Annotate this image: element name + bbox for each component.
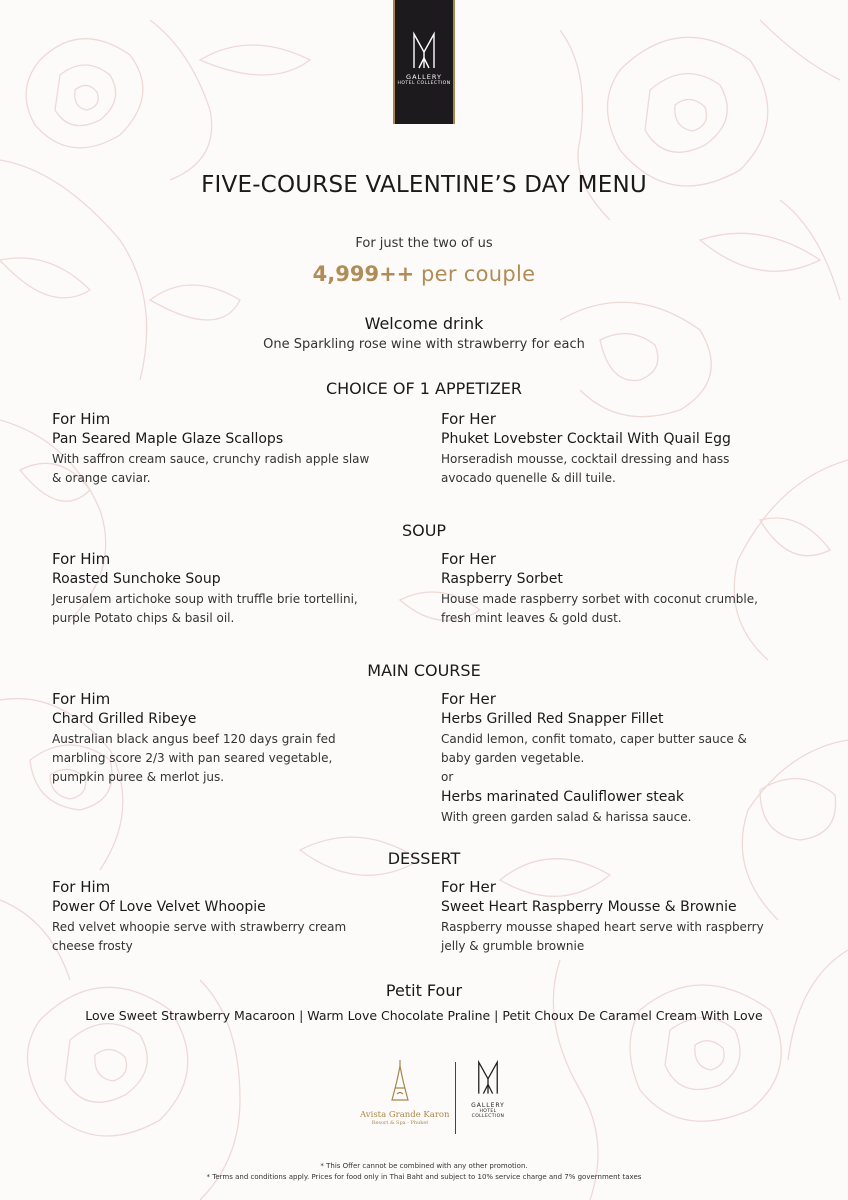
appetizer-her <box>441 409 811 488</box>
logo-divider <box>455 1062 456 1134</box>
avista-sub: Resort & Spa - Phuket <box>371 1120 429 1126</box>
soup-heading: SOUP <box>401 521 447 540</box>
dish-desc-line: avocado quenelle & dill tuile. <box>441 471 616 485</box>
for-her-label: For Her <box>441 410 496 428</box>
subtitle: For just the two of us <box>355 236 493 251</box>
dish-desc-line: fresh mint leaves & gold dust. <box>441 611 622 625</box>
dish-desc-line: Raspberry mousse shaped heart serve with raspberry <box>441 920 764 934</box>
welcome-description: One Sparkling rose wine with strawberry for each <box>263 337 585 352</box>
avista-logo <box>360 1058 450 1126</box>
gallery-m-logo-icon <box>476 1058 500 1096</box>
dish-desc-line: House made raspberry sorbet with coconut crumble, <box>441 592 758 606</box>
dish-name: Pan Seared Maple Glaze Scallops <box>52 431 284 447</box>
dish-desc-line: pumpkin puree & merlot jus. <box>52 770 225 784</box>
main-course-heading: MAIN COURSE <box>367 661 481 680</box>
dessert-heading: DESSERT <box>387 849 461 868</box>
for-her-label: For Her <box>441 550 496 568</box>
for-him-label: For Him <box>52 878 111 896</box>
dish-name: Roasted Sunchoke Soup <box>52 571 221 587</box>
price-line <box>0 262 848 286</box>
page-title: FIVE-COURSE VALENTINE’S DAY MENU <box>201 172 647 198</box>
appetizer-heading: CHOICE OF 1 APPETIZER <box>325 379 523 398</box>
gallery-footer-name: GALLERY <box>471 1102 505 1109</box>
appetizer-him <box>52 409 412 488</box>
dish-desc-line: baby garden vegetable. <box>441 751 585 765</box>
gallery-footer-sub: COLLECTION <box>471 1114 505 1119</box>
price-amount: 4,999++ <box>312 262 415 286</box>
gallery-footer-logo <box>464 1058 512 1119</box>
dessert-her <box>441 877 811 956</box>
price-unit: per couple <box>420 262 536 286</box>
for-him-label: For Him <box>52 410 111 428</box>
gallery-footer-sub: HOTEL <box>479 1109 497 1114</box>
petit-four-items: Love Sweet Strawberry Macaroon | Warm Love Chocolate Praline | Petit Choux De Caramel Cream With Love <box>85 1008 763 1023</box>
alt-dish-name: Herbs marinated Cauliflower steak <box>441 789 685 805</box>
dish-desc-line: Red velvet whoopie serve with strawberry cream <box>52 920 347 934</box>
terms-line: * This Offer cannot be combined with any other promotion. <box>320 1162 528 1170</box>
for-him-label: For Him <box>52 550 111 568</box>
main-her <box>441 689 811 827</box>
soup-her <box>441 549 811 628</box>
dish-desc-line: purple Potato chips & basil oil. <box>52 611 235 625</box>
dish-desc-line: Candid lemon, confit tomato, caper butter sauce & <box>441 732 747 746</box>
dish-desc-line: jelly & grumble brownie <box>441 939 585 953</box>
dish-name: Chard Grilled Ribeye <box>52 711 197 727</box>
for-him-label: For Him <box>52 690 111 708</box>
main-him <box>52 689 412 787</box>
alt-dish-desc: With green garden salad & harissa sauce. <box>441 810 692 824</box>
dish-desc-line: Jerusalem artichoke soup with truffle brie tortellini, <box>52 592 358 606</box>
soup-him <box>52 549 412 628</box>
dish-name: Sweet Heart Raspberry Mousse & Brownie <box>441 899 737 915</box>
dessert-him <box>52 877 412 956</box>
dish-desc-line: cheese frosty <box>52 939 133 953</box>
welcome-heading: Welcome drink <box>364 314 484 333</box>
dish-name: Herbs Grilled Red Snapper Fillet <box>441 711 664 727</box>
top-logo-name: GALLERY <box>406 73 442 81</box>
dish-desc-line: Horseradish mousse, cocktail dressing and hass <box>441 452 730 466</box>
petit-four-heading: Petit Four <box>385 981 463 1000</box>
terms-line: * Terms and conditions apply. Prices for food only in Thai Baht and subject to 10% service charge and 7% government taxes <box>206 1173 642 1181</box>
footer-logos <box>360 1058 510 1140</box>
for-her-label: For Her <box>441 878 496 896</box>
or-separator: or <box>441 770 454 784</box>
dish-name: Phuket Lovebster Cocktail With Quail Egg <box>441 431 731 447</box>
avista-tower-icon <box>389 1058 411 1104</box>
top-logo-sub: HOTEL COLLECTION <box>397 81 451 86</box>
dish-desc-line: Australian black angus beef 120 days grain fed <box>52 732 336 746</box>
dish-name: Power Of Love Velvet Whoopie <box>52 899 266 915</box>
dish-desc-line: & orange caviar. <box>52 471 151 485</box>
avista-name: Avista Grande Karon <box>360 1110 450 1120</box>
dish-desc-line: With saffron cream sauce, crunchy radish apple slaw <box>52 452 370 466</box>
for-her-label: For Her <box>441 690 496 708</box>
dish-name: Raspberry Sorbet <box>441 571 563 587</box>
gallery-m-logo-icon <box>411 30 437 70</box>
gallery-logo-banner <box>393 0 455 124</box>
dish-desc-line: marbling score 2/3 with pan seared vegetable, <box>52 751 333 765</box>
